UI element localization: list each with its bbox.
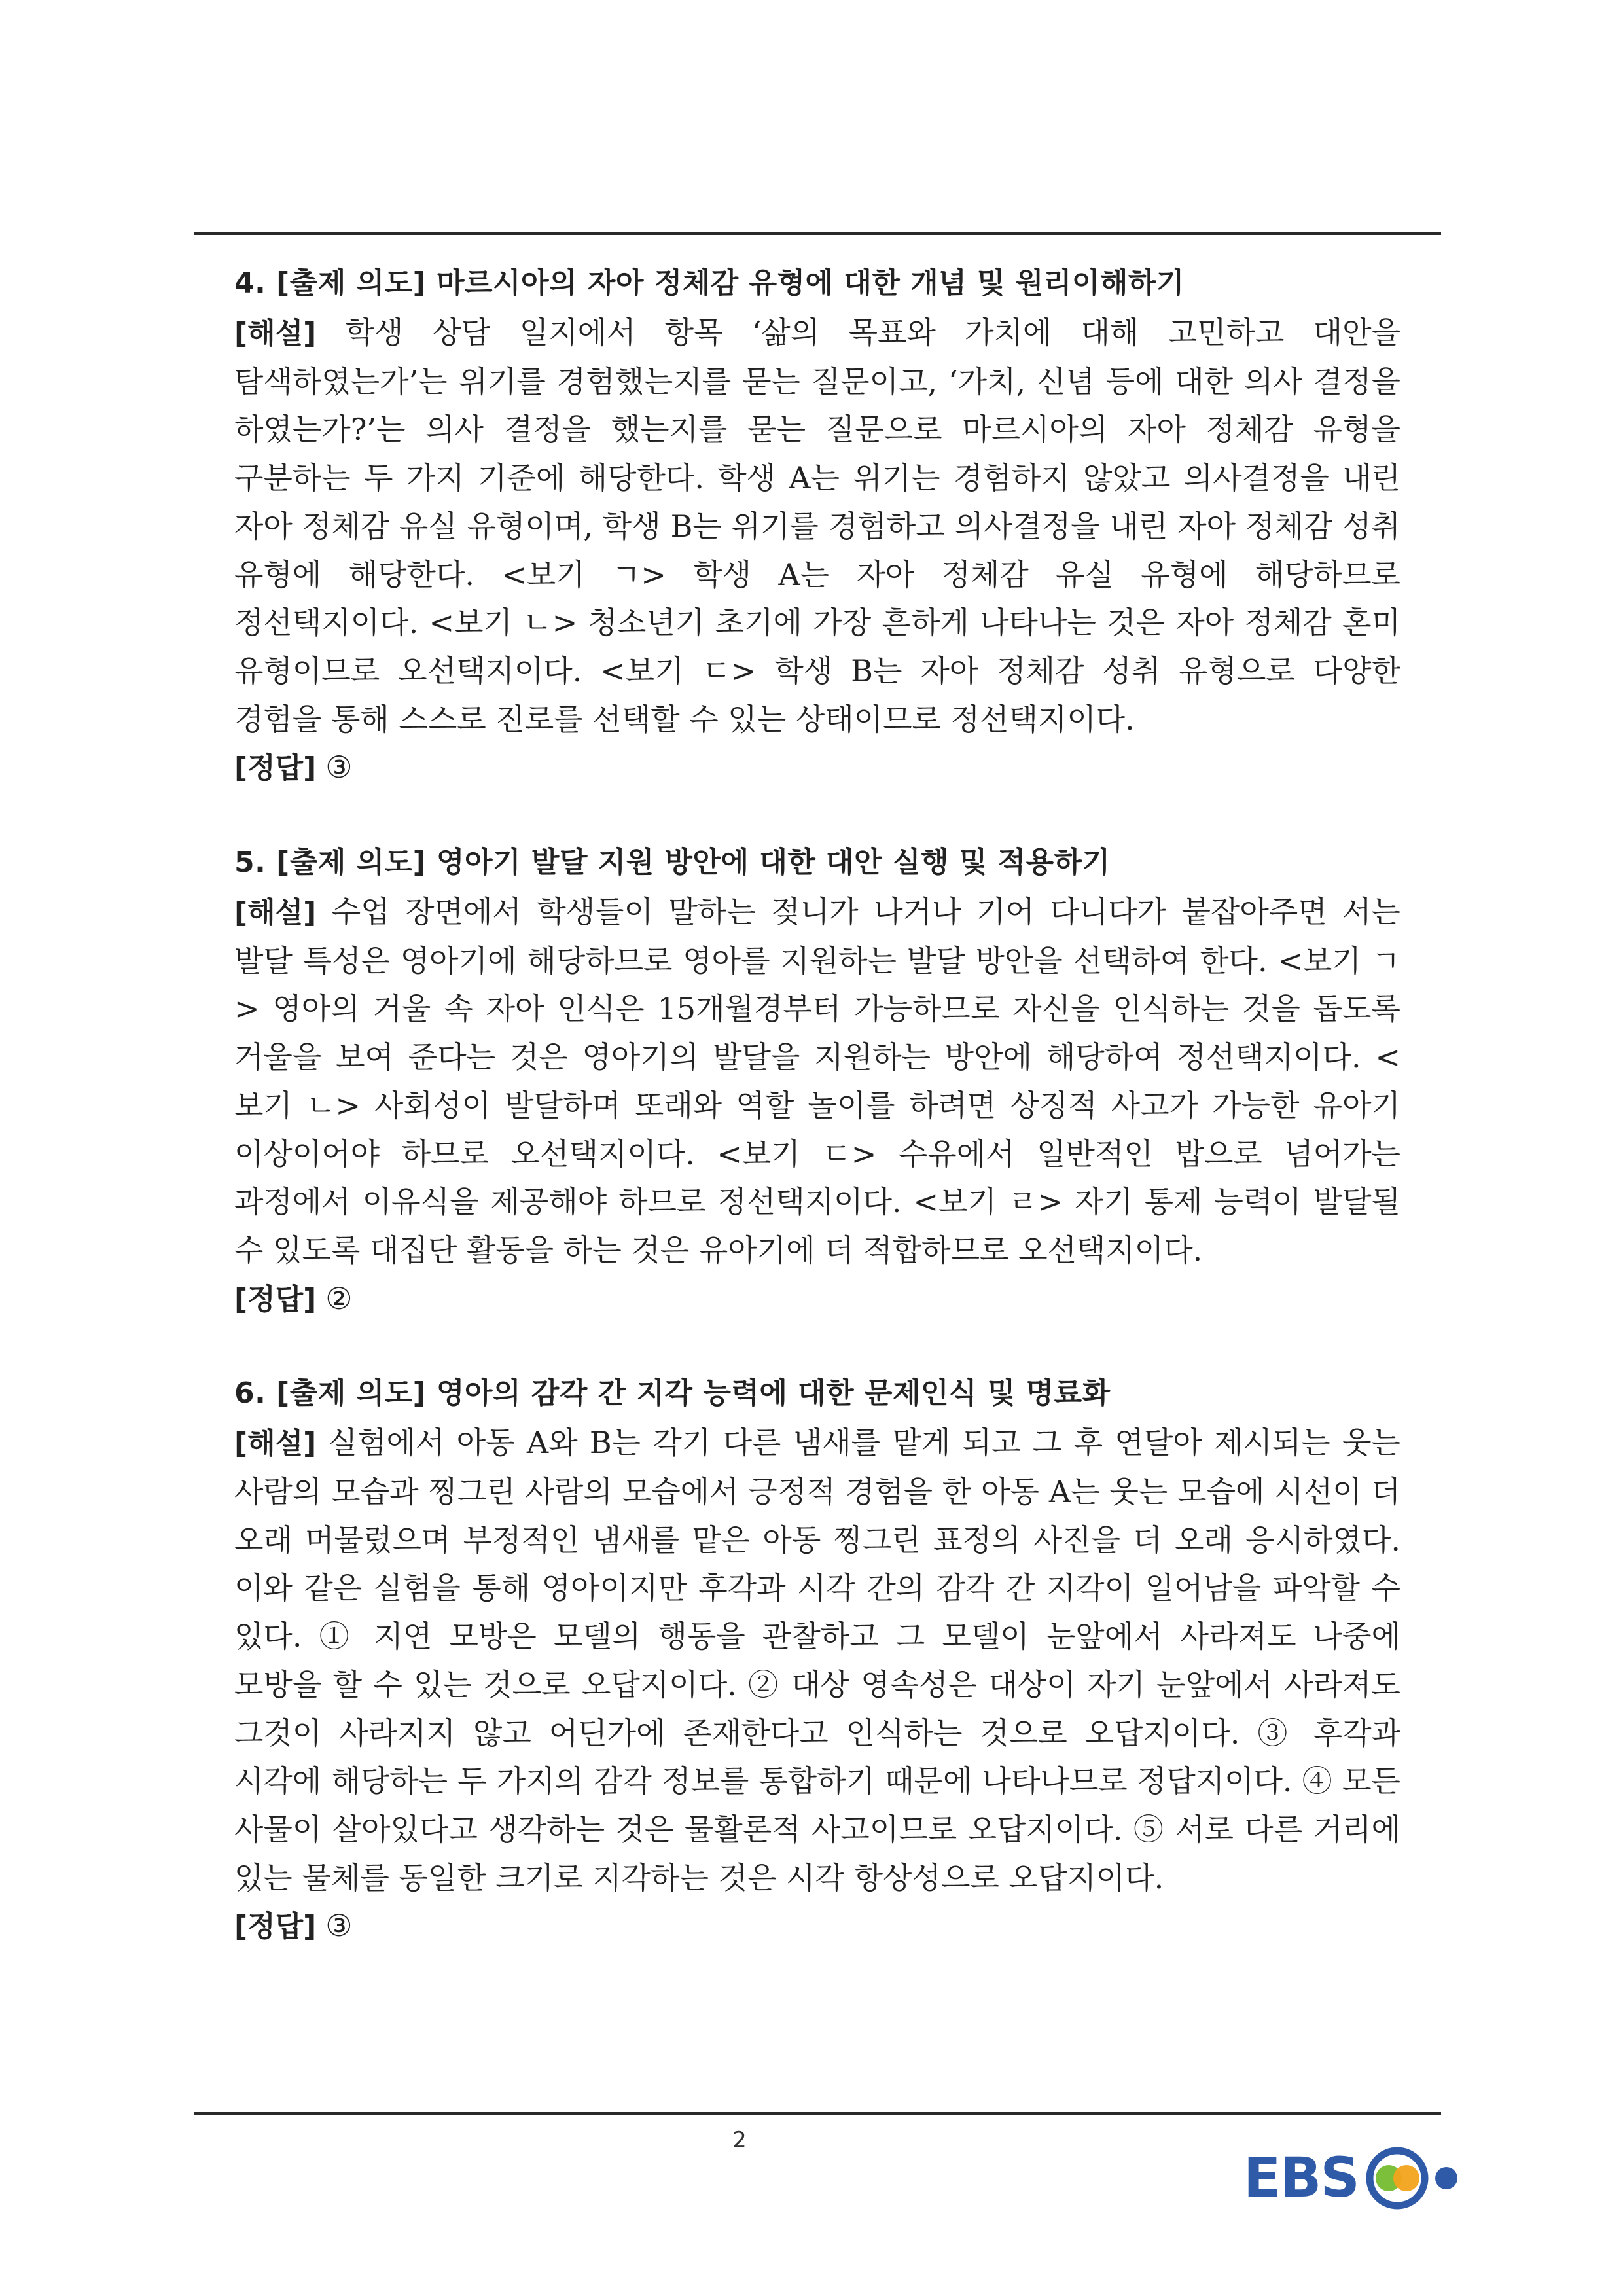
answer-tag: [정답] — [234, 1910, 317, 1944]
question-6-explanation — [234, 1419, 1400, 1902]
explanation-text: 수업 장면에서 학생들이 말하는 젖니가 나거나 기어 다니다가 붙잡아주면 서는 발달 특성은 영아기에 해당하므로 영아를 지원하는 발달 방안을 선택하여 한다. <보기 ㄱ> 영아의 거울 속 자아 인식은 15개월경부터 가능하므로 자신을 인식하는 것을 돕도록 거울을 보여 준다는 것은 영아기의 발달을 지원하는 방안에 해당하여 정선택지이다. <보기 ㄴ> 사회성이 발달하며 또래와 역할 놀이를 하려면 상징적 사고가 가능한 유아기 이상이어야 하므로 오선택지이다. <보기 ㄷ> 수유에서 일반적인 밥으로 넘어가는 과정에서 이유식을 제공해야 하므로 정선택지이다. <보기 ㄹ> 자기 통제 능력이 발달될 수 있도록 대집단 활동을 하는 것은 유아기에 더 적합하므로 오선택지이다. — [234, 894, 1400, 1268]
answer-value: ③ — [325, 1908, 353, 1944]
bottom-rule — [194, 2112, 1441, 2115]
answer-tag: [정답] — [234, 751, 317, 785]
answer-value: ② — [325, 1280, 353, 1316]
question-4-answer — [234, 744, 1400, 793]
answer-tag: [정답] — [234, 1282, 317, 1316]
explanation-tag: [해설] — [234, 1427, 317, 1461]
question-5-explanation — [234, 888, 1400, 1275]
question-5-answer — [234, 1275, 1400, 1324]
ebs-logo-right-circle — [1393, 2165, 1419, 2191]
question-4-section — [234, 260, 1400, 793]
explanation-text: 실험에서 아동 A와 B는 각기 다른 냄새를 맡게 되고 그 후 연달아 제시되는 웃는 사람의 모습과 찡그린 사람의 모습에서 긍정적 경험을 한 아동 A는 웃는 모습에 시선이 더 오래 머물렀으며 부정적인 냄새를 맡은 아동 찡그린 표정의 사진을 더 오래 응시하였다. 이와 같은 실험을 통해 영아이지만 후각과 시각 간의 감각 간 지각이 일어남을 파악할 수 있다. ① 지연 모방은 모델의 행동을 관찰하고 그 모델이 눈앞에서 사라져도 나중에 모방을 할 수 있는 것으로 오답지이다. ② 대상 영속성은 대상이 자기 눈앞에서 사라져도 그것이 사라지지 않고 어딘가에 존재한다고 인식하는 것으로 오답지이다. ③ 후각과 시각에 해당하는 두 가지의 감각 정보를 통합하기 때문에 나타나므로 정답지이다. ④ 모든 사물이 살아있다고 생각하는 것은 물활론적 사고이므로 오답지이다. ⑤ 서로 다른 거리에 있는 물체를 동일한 크기로 지각하는 것은 시각 항상성으로 오답지이다. — [234, 1425, 1400, 1895]
document-body — [234, 260, 1400, 1951]
question-6-answer — [234, 1902, 1400, 1951]
question-5-section — [234, 840, 1400, 1323]
answer-value: ③ — [325, 749, 353, 785]
explanation-text: 학생 상담 일지에서 항목 ‘삶의 목표와 가치에 대해 고민하고 대안을 탐색하였는가’는 위기를 경험했는지를 묻는 질문이고, ‘가치, 신념 등에 대한 의사 결정을 하였는가?’는 의사 결정을 했는지를 묻는 질문으로 마르시아의 자아 정체감 유형을 구분하는 두 가지 기준에 해당한다. 학생 A는 위기는 경험하지 않았고 의사결정을 내린 자아 정체감 유실 유형이며, 학생 B는 위기를 경험하고 의사결정을 내린 자아 정체감 성취 유형에 해당한다. <보기 ㄱ> 학생 A는 자아 정체감 유실 유형에 해당하므로 정선택지이다. <보기 ㄴ> 청소년기 초기에 가장 흔하게 나타나는 것은 자아 정체감 혼미 유형이므로 오선택지이다. <보기 ㄷ> 학생 B는 자아 정체감 성취 유형으로 다양한 경험을 통해 스스로 진로를 선택할 수 있는 상태이므로 정선택지이다. — [234, 315, 1401, 737]
question-6-section — [234, 1371, 1400, 1951]
question-4-explanation — [234, 309, 1400, 744]
question-6-heading: 6. [출제 의도] 영아의 감각 간 지각 능력에 대한 문제인식 및 명료화 — [234, 1376, 1111, 1410]
explanation-tag: [해설] — [234, 896, 317, 930]
question-5-heading: 5. [출제 의도] 영아기 발달 지원 방안에 대한 대안 실행 및 적용하기 — [234, 846, 1111, 880]
explanation-tag: [해설] — [234, 317, 317, 350]
page-number: 2 — [732, 2127, 747, 2153]
top-rule — [194, 232, 1441, 235]
ebs-logo-text: EBS — [1243, 2145, 1359, 2210]
ebs-logo — [1243, 2140, 1466, 2219]
question-4-heading: 4. [출제 의도] 마르시아의 자아 정체감 유형에 대한 개념 및 원리이해하기 — [234, 266, 1185, 300]
ebs-logo-dot — [1435, 2167, 1457, 2189]
